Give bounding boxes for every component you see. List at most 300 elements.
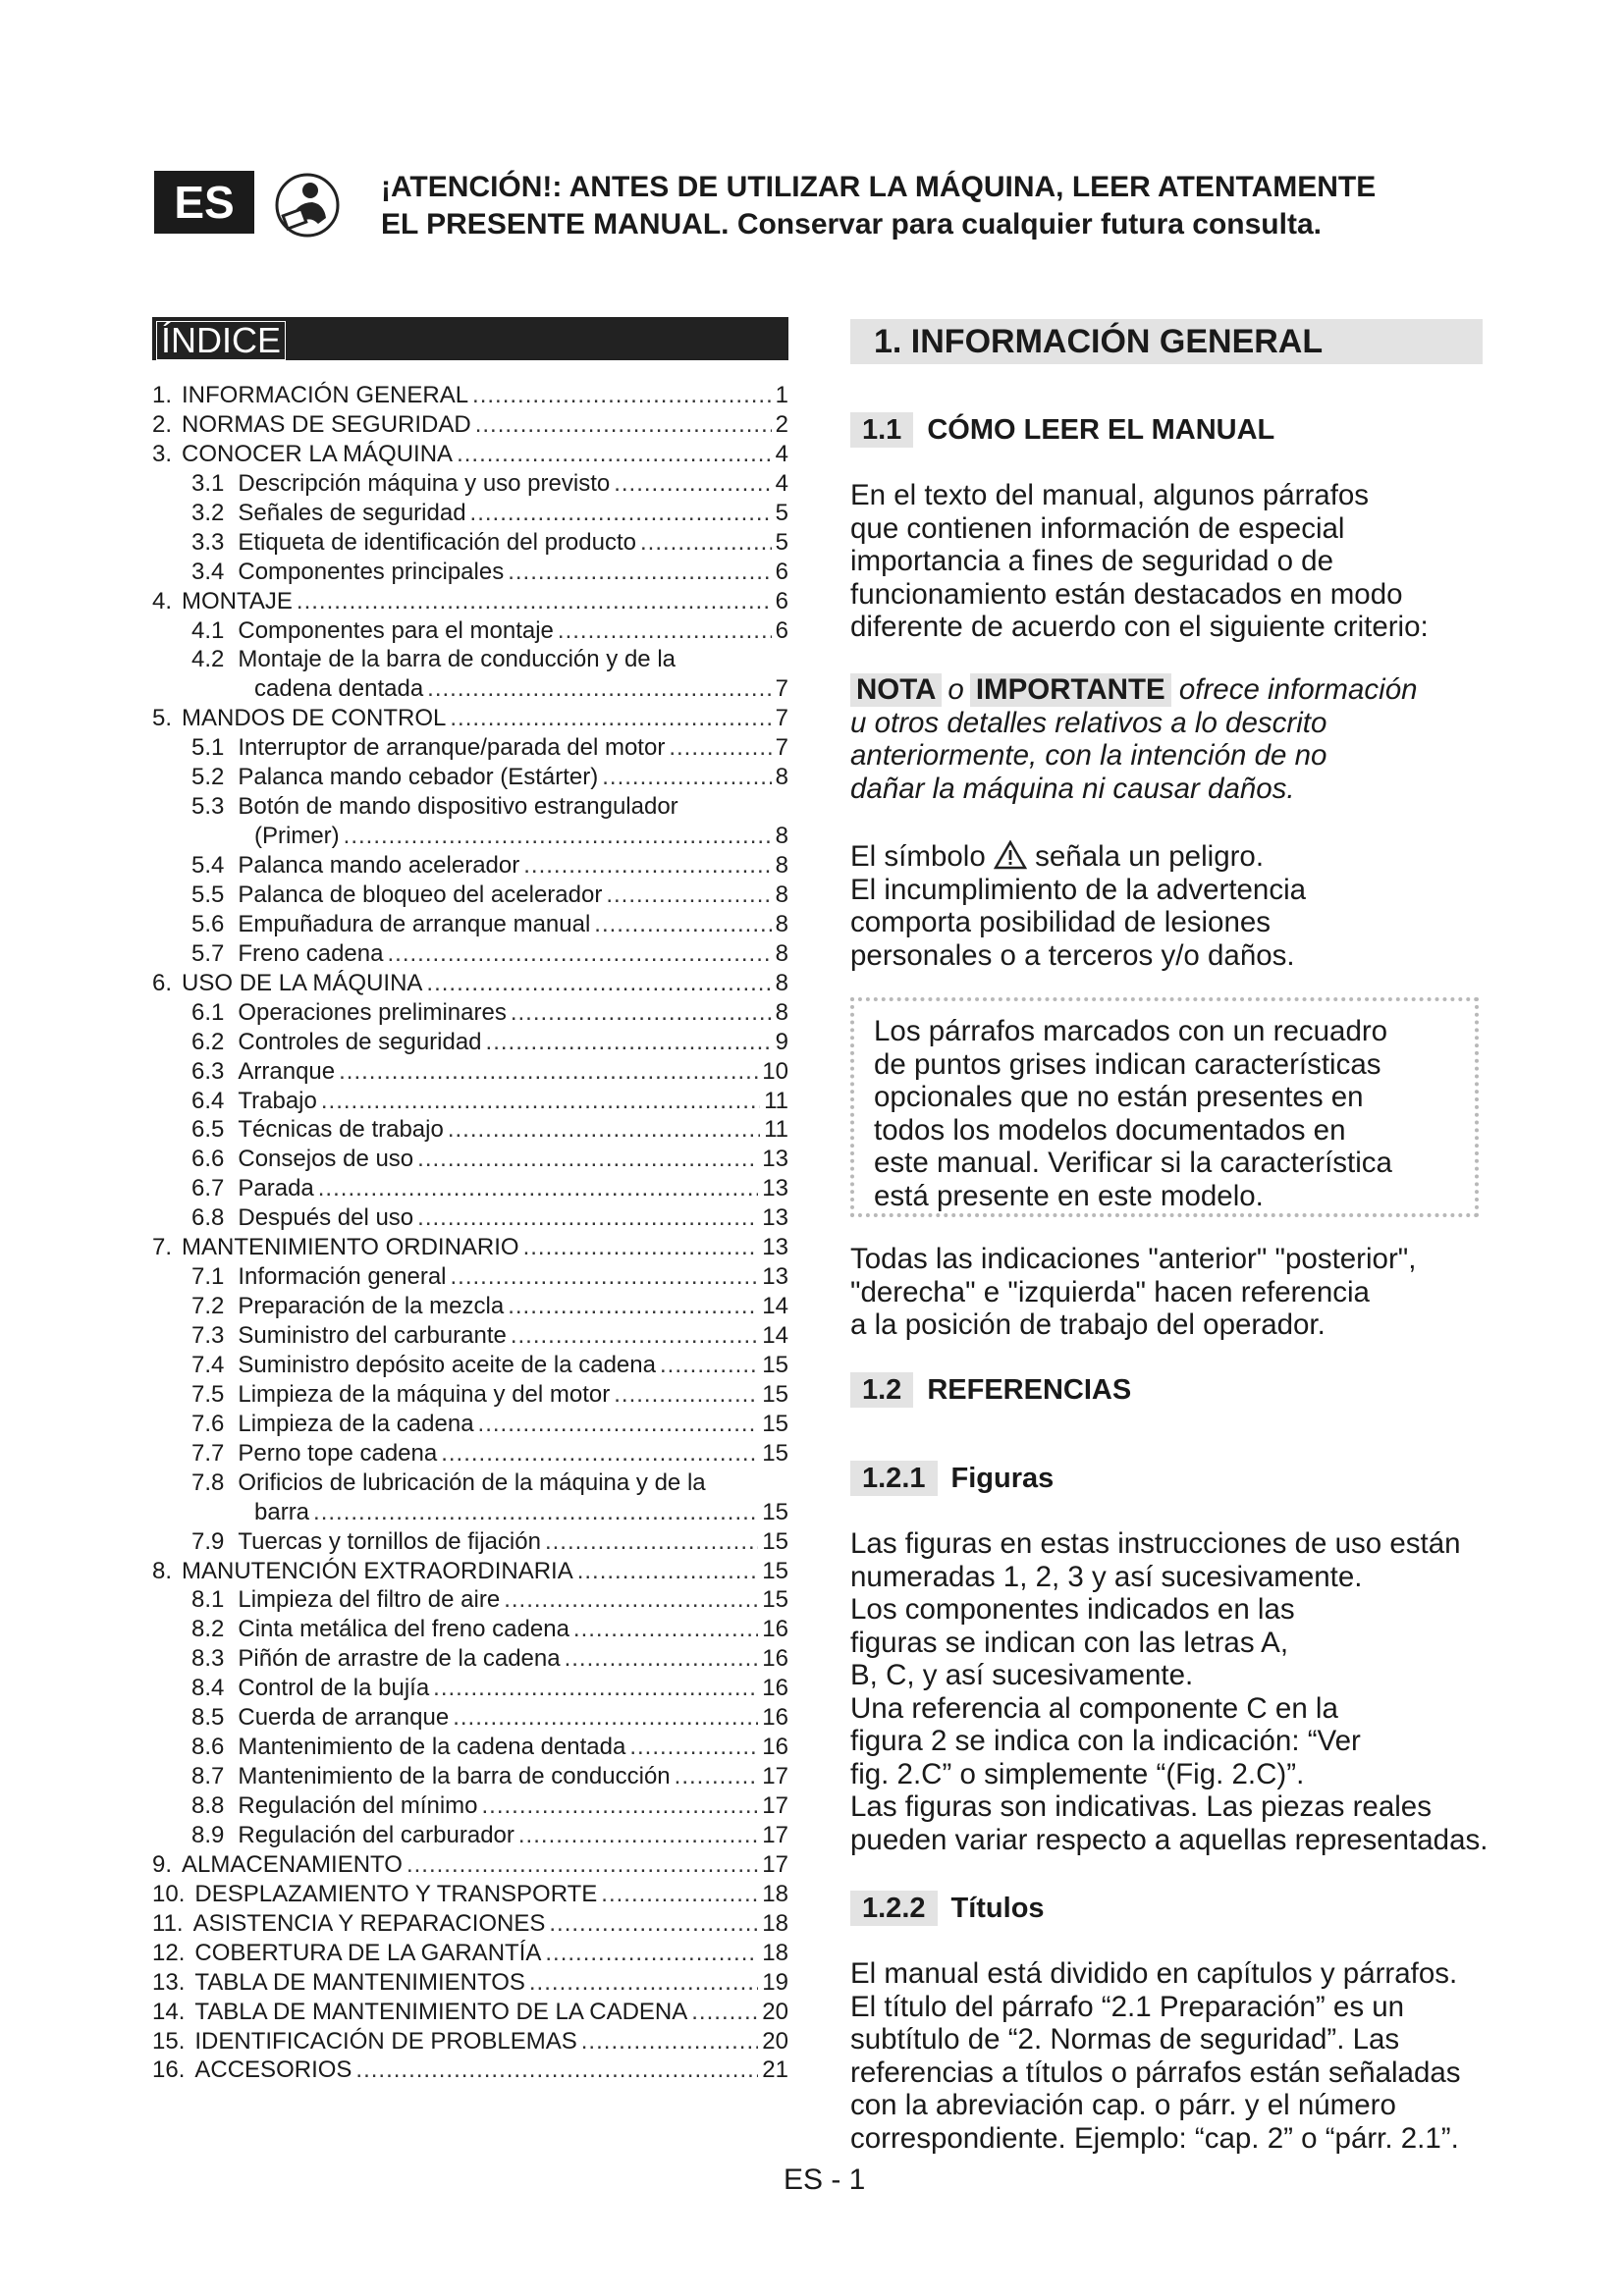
toc-number: 7. — [152, 1234, 173, 1261]
figures-paragraph: Las figuras en estas instrucciones de uso están numeradas 1, 2, 3 y así sucesivamente. Los componentes indicados en las figuras se indican con las letras A, B, C, y así sucesivamente. Una referencia al componente C en la figura 2 se indica con la indicación: “Ver fig. 2.C” o simplemente “(Fig. 2.C)”. Las figuras son indicativas. Las piezas reales pueden variar respecto a aquellas representadas. — [850, 1527, 1489, 1856]
toc-leader — [406, 1850, 758, 1880]
toc-page: 5 — [775, 528, 788, 556]
toc-number: 16. — [152, 2056, 186, 2084]
toc-entry — [152, 558, 788, 587]
toc-title: Palanca mando acelerador — [238, 852, 520, 879]
hazard-paragraph — [850, 840, 1498, 972]
toc-leader — [470, 499, 772, 528]
toc-title: Palanca mando cebador (Estárter) — [238, 764, 599, 791]
toc-leader — [450, 704, 771, 733]
toc-title: Preparación de la mezcla — [238, 1293, 505, 1320]
toc-number: 7.2 — [191, 1293, 225, 1320]
toc-title: Montaje de la barra de conducción y de la — [238, 646, 676, 673]
toc-title: (Primer) — [254, 823, 340, 850]
toc-entry — [152, 733, 788, 763]
toc-title: NORMAS DE SEGURIDAD — [182, 410, 471, 438]
toc-number: 5.5 — [191, 881, 225, 908]
toc-title: barra — [254, 1498, 310, 1525]
toc-title: Mantenimiento de la cadena dentada — [238, 1734, 626, 1761]
section-number: 1.2.1 — [850, 1461, 938, 1496]
toc-entry — [152, 1821, 788, 1850]
toc-leader — [529, 1968, 758, 1998]
toc-page: 15 — [762, 1498, 788, 1525]
toc-leader — [433, 1674, 758, 1703]
toc-title: Parada — [238, 1175, 314, 1202]
toc-entry — [152, 1439, 788, 1468]
toc-number: 3.3 — [191, 528, 225, 556]
toc-title: Palanca de bloqueo del acelerador — [238, 881, 603, 908]
warning-heading — [381, 169, 1461, 243]
toc-title: Suministro depósito aceite de la cadena — [238, 1351, 656, 1378]
toc-title: Consejos de uso — [238, 1146, 414, 1173]
toc-number: 8.1 — [191, 1586, 225, 1614]
hazard-text-b: señala un peligro. — [1035, 840, 1265, 873]
toc-leader — [581, 2027, 759, 2056]
toc-entry — [152, 469, 788, 499]
toc-entry — [152, 1087, 788, 1116]
toc-entry — [152, 792, 788, 822]
note-continuation: u otros detalles relativos a lo descrito anteriormente, con la intención de no dañar la máquina ni causar daños. — [850, 706, 1327, 805]
toc-number: 12. — [152, 1939, 186, 1966]
hazard-continuation: El incumplimiento de la advertencia comporta posibilidad de lesiones personales o a terceros y/o daños. — [850, 873, 1307, 972]
toc-title: USO DE LA MÁQUINA — [182, 969, 423, 996]
toc-title: Interruptor de arranque/parada del motor — [238, 734, 666, 762]
toc-page: 20 — [762, 1998, 788, 2025]
toc-leader — [321, 1087, 760, 1116]
toc-page: 8 — [775, 823, 788, 850]
toc-number: 4.1 — [191, 616, 225, 644]
section-1-2-1-heading — [850, 1461, 1054, 1496]
toc-entry — [152, 410, 788, 440]
toc-page: 17 — [762, 1763, 788, 1790]
toc-title: Control de la bujía — [238, 1675, 430, 1702]
toc-page: 8 — [775, 998, 788, 1026]
toc-page: 15 — [762, 1439, 788, 1467]
toc-entry — [152, 1939, 788, 1968]
toc-number: 3.1 — [191, 469, 225, 497]
toc-number: 4. — [152, 587, 173, 614]
toc-page: 16 — [762, 1675, 788, 1702]
toc-leader — [472, 381, 772, 410]
toc-page: 17 — [762, 1850, 788, 1878]
toc-number: 6.3 — [191, 1057, 225, 1085]
toc-number: 5.6 — [191, 910, 225, 937]
toc-entry — [152, 528, 788, 558]
toc-title: CONOCER LA MÁQUINA — [182, 440, 454, 467]
section-1-2-2-heading — [850, 1891, 1045, 1926]
toc-entry — [152, 1262, 788, 1292]
toc-title: Operaciones preliminares — [238, 998, 507, 1026]
toc-number: 8.9 — [191, 1821, 225, 1848]
toc-leader — [614, 469, 771, 499]
warning-line-2: EL PRESENTE MANUAL. Conservar para cualquier futura consulta. — [381, 208, 1322, 240]
toc-number: 10. — [152, 1880, 186, 1907]
toc-title: ASISTENCIA Y REPARACIONES — [192, 1909, 546, 1937]
section-1-header — [850, 319, 1483, 364]
toc-page: 6 — [775, 587, 788, 614]
toc-number: 8.2 — [191, 1616, 225, 1643]
toc-leader — [508, 558, 771, 587]
toc-page: 10 — [762, 1057, 788, 1085]
toc-leader — [457, 440, 772, 469]
toc-leader — [565, 1644, 759, 1674]
toc-title: COBERTURA DE LA GARANTÍA — [194, 1939, 542, 1966]
toc-page: 7 — [775, 705, 788, 732]
toc-number: 6.2 — [191, 1028, 225, 1055]
toc-number: 6.1 — [191, 998, 225, 1026]
toc-leader — [486, 1028, 772, 1057]
toc-title: IDENTIFICACIÓN DE PROBLEMAS — [194, 2027, 577, 2055]
toc-entry — [152, 381, 788, 410]
toc-title: MONTAJE — [182, 587, 293, 614]
toc-page: 18 — [762, 1880, 788, 1907]
toc-leader — [387, 939, 771, 969]
toc-number: 8.7 — [191, 1763, 225, 1790]
toc-number: 5.3 — [191, 793, 225, 821]
toc-leader — [511, 1321, 758, 1351]
toc-entry — [152, 1233, 788, 1262]
toc-title: Información general — [238, 1263, 447, 1291]
box-text: Los párrafos marcados con un recuadro de puntos grises indican características opcionales que no están presentes en todos los modelos documentados en este manual. Verificar si la característica está presente en este modelo. — [874, 1015, 1392, 1212]
toc-page: 16 — [762, 1734, 788, 1761]
toc-title: Orificios de lubricación de la máquina y de la — [238, 1468, 706, 1496]
toc-entry — [152, 998, 788, 1028]
toc-page: 5 — [775, 499, 788, 526]
toc-number: 3. — [152, 440, 173, 467]
toc-number: 3.4 — [191, 558, 225, 585]
toc-page: 13 — [762, 1263, 788, 1291]
toc-title: Trabajo — [238, 1087, 317, 1114]
toc-number: 4.2 — [191, 646, 225, 673]
toc-number: 2. — [152, 410, 173, 438]
section-title: CÓMO LEER EL MANUAL — [927, 414, 1275, 446]
toc-title: Regulación del carburador — [238, 1821, 514, 1848]
o-word: o — [947, 673, 964, 706]
toc-title: Señales de seguridad — [238, 499, 466, 526]
toc-title: Limpieza de la máquina y del motor — [238, 1380, 611, 1408]
toc-entry — [152, 1762, 788, 1791]
toc-title: INFORMACIÓN GENERAL — [182, 382, 469, 408]
toc-entry — [152, 1557, 788, 1586]
toc-page: 11 — [764, 1087, 788, 1114]
toc-leader — [629, 1733, 758, 1762]
toc-page: 15 — [762, 1380, 788, 1408]
toc-entry — [152, 763, 788, 792]
toc-page: 6 — [775, 558, 788, 585]
toc-title: Técnicas de trabajo — [238, 1116, 444, 1144]
toc-page: 17 — [762, 1792, 788, 1819]
toc-entry — [152, 1321, 788, 1351]
toc-entry — [152, 587, 788, 616]
importante-tag: IMPORTANTE — [970, 673, 1171, 707]
toc-leader — [640, 528, 772, 558]
toc-entry — [152, 1850, 788, 1880]
toc-page: 15 — [762, 1557, 788, 1584]
toc-page: 15 — [762, 1527, 788, 1555]
paragraph: En el texto del manual, algunos párrafos que contienen información de especial importancia a fines de seguridad o de funcionamiento están destacados en modo diferente de acuerdo con el siguiente criterio: — [850, 479, 1429, 643]
toc-leader — [417, 1145, 758, 1174]
toc-leader — [441, 1439, 758, 1468]
toc-number: 5. — [152, 705, 173, 732]
toc-page: 8 — [775, 852, 788, 879]
toc-leader — [660, 1351, 758, 1380]
toc-leader — [675, 1762, 759, 1791]
toc-page: 4 — [775, 440, 788, 467]
hazard-text-a: El símbolo — [850, 840, 986, 873]
toc-title: Botón de mando dispositivo estrangulador — [238, 793, 678, 821]
toc-leader — [669, 733, 771, 763]
toc-number: 6.6 — [191, 1146, 225, 1173]
toc-leader — [594, 910, 771, 939]
toc-entry — [152, 1174, 788, 1203]
toc-page: 16 — [762, 1616, 788, 1643]
toc-leader — [558, 616, 772, 646]
orientation-paragraph: Todas las indicaciones "anterior" "posterior", "derecha" e "izquierda" hacen referencia a la posición de trabajo del operador. — [850, 1243, 1417, 1341]
toc-page: 18 — [762, 1939, 788, 1966]
toc-number: 11. — [152, 1909, 184, 1937]
toc-title: DESPLAZAMIENTO Y TRANSPORTE — [194, 1880, 598, 1907]
toc-title: Piñón de arrastre de la cadena — [238, 1645, 561, 1673]
toc-number: 14. — [152, 1998, 186, 2025]
toc-page: 8 — [775, 881, 788, 908]
toc-number: 7.4 — [191, 1351, 225, 1378]
toc-number: 8.4 — [191, 1675, 225, 1702]
toc-entry — [152, 910, 788, 939]
toc-page: 11 — [764, 1116, 788, 1144]
toc-leader — [475, 410, 772, 440]
note-text: ofrece información — [1178, 673, 1418, 706]
toc-number: 7.7 — [191, 1439, 225, 1467]
toc-entry — [152, 1380, 788, 1410]
language-badge: ES — [154, 171, 254, 234]
toc-entry — [152, 2056, 788, 2085]
toc-entry — [152, 1468, 788, 1498]
toc-number: 9. — [152, 1850, 173, 1878]
section-1-1-heading — [850, 412, 1274, 448]
toc-entry — [152, 674, 788, 704]
table-of-contents — [152, 381, 788, 2085]
toc-leader — [427, 674, 771, 704]
toc-entry — [152, 1880, 788, 1909]
toc-title: MANTENIMIENTO ORDINARIO — [182, 1234, 519, 1261]
toc-number: 8.8 — [191, 1792, 225, 1819]
warning-triangle-icon — [994, 840, 1027, 870]
toc-page: 7 — [775, 734, 788, 762]
toc-leader — [313, 1498, 758, 1527]
toc-leader — [518, 1821, 758, 1850]
toc-page: 14 — [762, 1322, 788, 1349]
toc-entry — [152, 1791, 788, 1821]
toc-entry — [152, 881, 788, 910]
index-header — [152, 317, 788, 360]
toc-leader — [614, 1380, 758, 1410]
toc-leader — [297, 587, 772, 616]
toc-number: 15. — [152, 2027, 186, 2055]
toc-number: 7.8 — [191, 1468, 225, 1496]
toc-title: Descripción máquina y uso previsto — [238, 469, 611, 497]
toc-entry — [152, 1145, 788, 1174]
toc-title: Cinta metálica del freno cadena — [238, 1616, 569, 1643]
toc-entry — [152, 1644, 788, 1674]
toc-number: 8.5 — [191, 1704, 225, 1732]
toc-page: 16 — [762, 1704, 788, 1732]
toc-title: Controles de seguridad — [238, 1028, 482, 1055]
toc-page: 8 — [775, 910, 788, 937]
section-title: Figuras — [950, 1463, 1055, 1494]
toc-number: 6.5 — [191, 1116, 225, 1144]
toc-leader — [573, 1615, 758, 1644]
toc-page: 8 — [775, 939, 788, 967]
toc-number: 7.3 — [191, 1322, 225, 1349]
toc-leader — [504, 1585, 758, 1615]
toc-page: 2 — [775, 410, 788, 438]
titles-paragraph: El manual está dividido en capítulos y párrafos. El título del párrafo “2.1 Preparación” es un subtítulo de “2. Normas de seguridad”. Las referencias a títulos o párrafos están señaladas con la abreviación cap. o párr. y el número correspondiente. Ejemplo: “cap. 2” o “párr. 2.1”. — [850, 1957, 1461, 2155]
toc-page: 13 — [762, 1175, 788, 1202]
toc-title: Suministro del carburante — [238, 1322, 507, 1349]
toc-entry — [152, 1674, 788, 1703]
toc-title: cadena dentada — [254, 675, 424, 703]
toc-leader — [606, 881, 771, 910]
index-title: ÍNDICE — [156, 321, 286, 360]
toc-leader — [344, 822, 772, 851]
toc-entry — [152, 704, 788, 733]
toc-number: 7.6 — [191, 1410, 225, 1437]
toc-number: 8. — [152, 1557, 173, 1584]
toc-number: 13. — [152, 1968, 186, 1996]
section-title: REFERENCIAS — [927, 1374, 1132, 1406]
toc-leader — [451, 1262, 759, 1292]
toc-page: 14 — [762, 1293, 788, 1320]
toc-page: 6 — [775, 616, 788, 644]
toc-leader — [339, 1057, 758, 1087]
toc-entry — [152, 1615, 788, 1644]
toc-leader — [508, 1292, 758, 1321]
toc-title: ALMACENAMIENTO — [182, 1850, 403, 1878]
toc-number: 6.4 — [191, 1087, 225, 1114]
toc-entry — [152, 1909, 788, 1939]
toc-entry — [152, 851, 788, 881]
toc-entry — [152, 1498, 788, 1527]
toc-title: MANUTENCIÓN EXTRAORDINARIA — [182, 1557, 573, 1584]
toc-title: Cuerda de arranque — [238, 1704, 450, 1732]
toc-page: 8 — [775, 764, 788, 791]
toc-number: 7.9 — [191, 1527, 225, 1555]
toc-title: Mantenimiento de la barra de conducción — [238, 1763, 671, 1790]
toc-number: 6. — [152, 969, 173, 996]
toc-page: 19 — [762, 1968, 788, 1996]
toc-page: 15 — [762, 1351, 788, 1378]
toc-leader — [355, 2056, 758, 2085]
toc-leader — [523, 1233, 759, 1262]
toc-number: 6.7 — [191, 1175, 225, 1202]
toc-title: TABLA DE MANTENIMIENTOS — [194, 1968, 525, 1996]
toc-title: Después del uso — [238, 1204, 414, 1232]
toc-number: 7.5 — [191, 1380, 225, 1408]
toc-entry — [152, 1115, 788, 1145]
optional-features-box — [850, 997, 1479, 1217]
toc-leader — [318, 1174, 759, 1203]
toc-leader — [577, 1557, 759, 1586]
section-1-2-heading — [850, 1372, 1131, 1408]
toc-leader — [478, 1410, 759, 1439]
section-title: Títulos — [950, 1893, 1045, 1924]
toc-title: Etiqueta de identificación del producto — [238, 528, 636, 556]
toc-entry — [152, 2027, 788, 2056]
toc-entry — [152, 1057, 788, 1087]
section-number: 1.1 — [850, 412, 913, 448]
toc-number: 1. — [152, 382, 173, 408]
toc-entry — [152, 499, 788, 528]
toc-entry — [152, 1527, 788, 1557]
toc-title: Componentes principales — [238, 558, 505, 585]
toc-entry — [152, 939, 788, 969]
toc-page: 15 — [762, 1410, 788, 1437]
toc-title: Limpieza del filtro de aire — [238, 1586, 501, 1614]
toc-leader — [417, 1203, 758, 1233]
toc-entry — [152, 1585, 788, 1615]
toc-leader — [482, 1791, 759, 1821]
toc-number: 5.4 — [191, 852, 225, 879]
toc-entry — [152, 1351, 788, 1380]
toc-entry — [152, 1968, 788, 1998]
toc-title: MANDOS DE CONTROL — [182, 705, 447, 732]
toc-entry — [152, 440, 788, 469]
toc-title: Tuercas y tornillos de fijación — [238, 1527, 541, 1555]
toc-leader — [453, 1703, 758, 1733]
toc-entry — [152, 1292, 788, 1321]
toc-entry — [152, 616, 788, 646]
toc-leader — [549, 1909, 758, 1939]
toc-title: Perno tope cadena — [238, 1439, 438, 1467]
toc-number: 8.3 — [191, 1645, 225, 1673]
section-number: 1.2 — [850, 1372, 913, 1408]
toc-page: 13 — [762, 1146, 788, 1173]
toc-title: ACCESORIOS — [194, 2056, 352, 2084]
nota-tag: NOTA — [850, 673, 942, 707]
toc-page: 8 — [775, 969, 788, 996]
toc-entry — [152, 1998, 788, 2027]
toc-page: 15 — [762, 1586, 788, 1614]
toc-page: 20 — [762, 2027, 788, 2055]
toc-number: 8.6 — [191, 1734, 225, 1761]
section-1-title: 1. INFORMACIÓN GENERAL — [874, 323, 1324, 360]
note-paragraph — [850, 673, 1498, 805]
toc-page: 7 — [775, 675, 788, 703]
toc-leader — [448, 1115, 760, 1145]
toc-title: Componentes para el montaje — [238, 616, 554, 644]
toc-title: Empuñadura de arranque manual — [238, 910, 591, 937]
toc-leader — [545, 1939, 758, 1968]
toc-leader — [545, 1527, 758, 1557]
toc-entry — [152, 1733, 788, 1762]
toc-leader — [511, 998, 772, 1028]
toc-number: 3.2 — [191, 499, 225, 526]
section-number: 1.2.2 — [850, 1891, 938, 1926]
toc-entry — [152, 1203, 788, 1233]
toc-page: 16 — [762, 1645, 788, 1673]
toc-number: 7.1 — [191, 1263, 225, 1291]
toc-page: 9 — [775, 1028, 788, 1055]
toc-leader — [523, 851, 771, 881]
warning-line-1: ¡ATENCIÓN!: ANTES DE UTILIZAR LA MÁQUINA, LEER ATENTAMENTE — [381, 171, 1377, 203]
toc-title: Arranque — [238, 1057, 336, 1085]
toc-entry — [152, 1028, 788, 1057]
toc-number: 6.8 — [191, 1204, 225, 1232]
toc-leader — [691, 1998, 758, 2027]
toc-number: 5.7 — [191, 939, 225, 967]
toc-page: 18 — [762, 1909, 788, 1937]
toc-page: 13 — [762, 1234, 788, 1261]
